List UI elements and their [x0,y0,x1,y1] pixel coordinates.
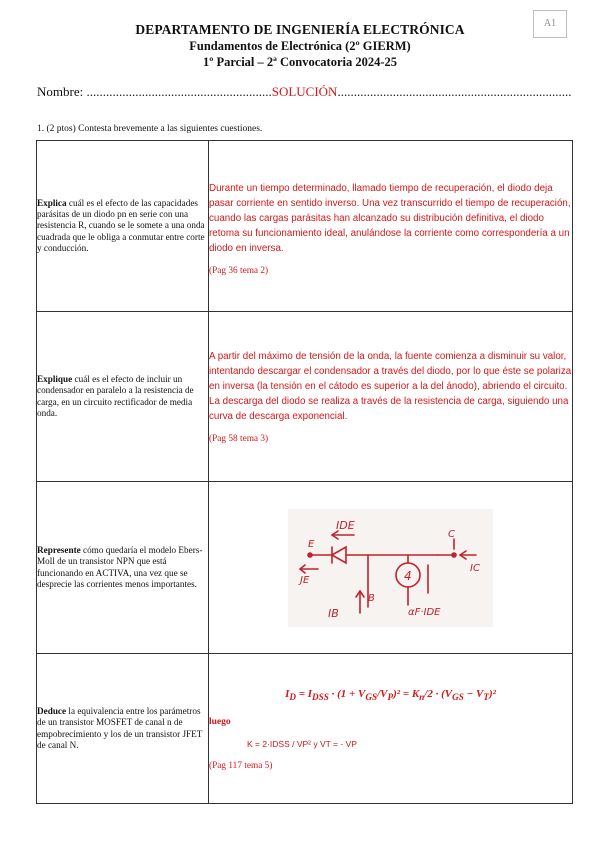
answer-cell [209,482,573,654]
prompt-verb: Explique [37,373,73,384]
then-label: luego [209,716,231,727]
answer-cell [209,654,573,804]
course-title: Fundamentos de Electrónica (2º GIERM) [189,39,411,53]
ide-label: IDE [336,518,355,532]
question-intro: 1. (2 ptos) Contesta brevemente a las siguientes cuestiones. [37,124,263,134]
solution-label: SOLUCIÓN [271,84,338,99]
exam-title: 1º Parcial – 2ª Convocatoria 2024-25 [202,55,398,69]
prompt-text: cómo quedaría el modelo Ebers-Moll de un transistor NPN que está funcionando en ACTIVA, una vez que se desprecie las corrientes menos importantes. [37,544,203,589]
question-prompt [37,654,209,804]
ic-label: IC [470,562,480,574]
answer-text: A partir del máximo de tensión de la onda, la fuente comienza a disminuir su valor, intentando descargar el condensador a través del diodo, por lo que éste se polariza en inversa (la tensión en el cátodo es superior a la del ánodo), abriendo el circuito. [209,351,572,392]
k-relation: K = 2·IDSS / VP² y VT = - VP [247,738,357,749]
emitter-label: E [308,538,315,550]
name-dots-after: ........................................................................ [337,84,572,99]
prompt-verb: Deduce [37,705,67,716]
prompt-text: cuál es el efecto de las capacidades parásitas de un diodo pn en serie con una resistencia R, cuando se le somete a una onda cuadrada que le obliga a conmutar entre corte y conducción. [37,197,205,253]
question-row [37,654,573,804]
department-title: DEPARTAMENTO DE INGENIERÍA ELECTRÓNICA [135,22,465,37]
page-reference: (Pag 36 tema 2) [209,265,269,276]
question-prompt [37,482,209,654]
id-equation: $I_D = I_{DSS} \cdot (1 + V_{GS}/V_P)^2 = K_n/2 \cdot (V_{GS} - V_T)^2$ [285,688,496,703]
questions-table [36,140,573,804]
je-label: JE [300,574,310,586]
answer-text-2: La descarga del diodo se realiza a través de la resistencia de carga, siguiendo una curva de descarga exponencial. [209,396,569,422]
name-label: Nombre: [37,84,87,99]
alpha-ide-label: αF·IDE [408,606,441,618]
prompt-text: la equivalencia entre los parámetros de un transistor MOSFET de canal n de empobrecimiento y los de un transistor JFET de canal N. [37,705,203,750]
ib-label: IB [328,606,339,620]
prompt-verb: Represente [37,544,81,555]
question-prompt [37,141,209,312]
question-prompt [37,312,209,482]
collector-label: C [448,528,455,540]
answer-cell [209,312,573,482]
question-row [37,141,573,312]
page-reference: (Pag 58 tema 3) [209,434,269,444]
name-line [37,84,571,100]
source-gain-label: 4 [404,568,412,583]
prompt-text: cuál es el efecto de incluir un condensador en paralelo a la resistencia de carga, en un circuito rectificador de media onda. [37,373,194,418]
base-label: B [368,592,375,604]
answer-text: Durante un tiempo determinado, llamado tiempo de recuperación, el diodo deja pasar corriente en sentido inverso. Una vez transcurrido el tiempo de recuperación, cuando las cargas parásitas han alcanzado su distribución definitiva, el diodo retoma su funcionamiento ideal, anulándose la corriente como correspondería a un diodo en inversa. [209,182,571,254]
name-dots-before: ......................................................... [86,84,272,99]
question-row [37,312,573,482]
prompt-verb: Explica [37,197,67,208]
question-row [37,482,573,654]
exam-header [0,22,600,70]
exam-version-box: A1 [533,10,567,38]
sketch-paper [288,509,493,627]
page-reference: (Pag 117 tema 5) [209,760,273,771]
ebers-moll-sketch [288,509,493,627]
answer-cell [209,141,573,312]
